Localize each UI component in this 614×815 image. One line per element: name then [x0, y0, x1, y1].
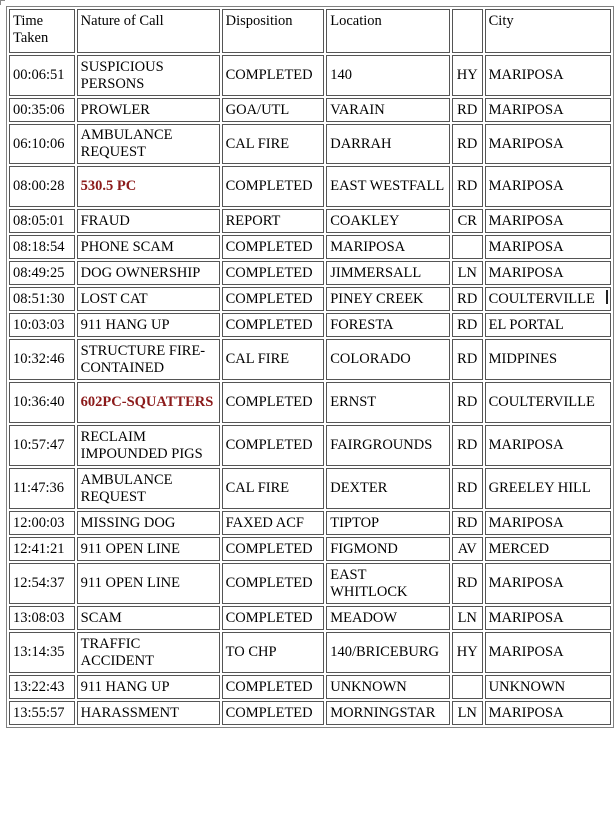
- cell-time: 00:06:51: [9, 55, 75, 96]
- page-corner-mark: [0, 0, 5, 5]
- cell-disposition: CAL FIRE: [222, 468, 325, 509]
- cell-location: 140: [326, 55, 450, 96]
- table-row: [9, 606, 611, 630]
- cell-nature-of-call: FRAUD: [77, 209, 220, 233]
- cell-city: MARIPOSA: [485, 606, 611, 630]
- cell-street-suffix: AV: [452, 537, 483, 561]
- cell-city: MARIPOSA: [485, 511, 611, 535]
- cell-city: COULTERVILLE: [485, 287, 611, 311]
- cell-location: COAKLEY: [326, 209, 450, 233]
- cell-city: MIDPINES: [485, 339, 611, 380]
- cell-street-suffix: RD: [452, 339, 483, 380]
- cell-location: TIPTOP: [326, 511, 450, 535]
- cell-time: 13:14:35: [9, 632, 75, 673]
- cell-city: MARIPOSA: [485, 55, 611, 96]
- cell-disposition: COMPLETED: [222, 606, 325, 630]
- cell-disposition: COMPLETED: [222, 313, 325, 337]
- header-suffix: [452, 9, 483, 53]
- cell-city: UNKNOWN: [485, 675, 611, 699]
- cell-time: 12:41:21: [9, 537, 75, 561]
- cell-street-suffix: HY: [452, 632, 483, 673]
- cell-nature-of-call: HARASSMENT: [77, 701, 220, 725]
- cell-street-suffix: LN: [452, 701, 483, 725]
- cell-city: MARIPOSA: [485, 235, 611, 259]
- cell-location: EAST WHITLOCK: [326, 563, 450, 604]
- cell-nature-of-call: TRAFFIC ACCIDENT: [77, 632, 220, 673]
- cell-disposition: CAL FIRE: [222, 124, 325, 164]
- cell-nature-of-call: PROWLER: [77, 98, 220, 122]
- table-row: [9, 382, 611, 423]
- cell-disposition: COMPLETED: [222, 537, 325, 561]
- table-row: [9, 468, 611, 509]
- cell-disposition: COMPLETED: [222, 235, 325, 259]
- cell-nature-of-call: 530.5 PC: [77, 166, 220, 207]
- cell-nature-of-call: PHONE SCAM: [77, 235, 220, 259]
- cell-nature-of-call: SCAM: [77, 606, 220, 630]
- cell-time: 08:18:54: [9, 235, 75, 259]
- cell-nature-of-call: 911 OPEN LINE: [77, 563, 220, 604]
- table-row: [9, 675, 611, 699]
- cell-street-suffix: HY: [452, 55, 483, 96]
- cell-time: 06:10:06: [9, 124, 75, 164]
- cell-nature-of-call: SUSPICIOUS PERSONS: [77, 55, 220, 96]
- cell-street-suffix: RD: [452, 287, 483, 311]
- table-row: [9, 632, 611, 673]
- cell-city: MARIPOSA: [485, 124, 611, 164]
- cell-street-suffix: RD: [452, 563, 483, 604]
- cell-disposition: COMPLETED: [222, 166, 325, 207]
- cell-nature-of-call: 911 OPEN LINE: [77, 537, 220, 561]
- cell-location: DEXTER: [326, 468, 450, 509]
- cell-nature-of-call: RECLAIM IMPOUNDED PIGS: [77, 425, 220, 466]
- cell-street-suffix: RD: [452, 511, 483, 535]
- cell-location: MORNINGSTAR: [326, 701, 450, 725]
- cell-city: MARIPOSA: [485, 166, 611, 207]
- cell-location: JIMMERSALL: [326, 261, 450, 285]
- cell-time: 08:51:30: [9, 287, 75, 311]
- cell-time: 10:57:47: [9, 425, 75, 466]
- cell-city: MARIPOSA: [485, 563, 611, 604]
- cell-city: MARIPOSA: [485, 209, 611, 233]
- cell-time: 10:36:40: [9, 382, 75, 423]
- table-row: [9, 55, 611, 96]
- cell-street-suffix: LN: [452, 606, 483, 630]
- cell-location: COLORADO: [326, 339, 450, 380]
- cell-time: 10:03:03: [9, 313, 75, 337]
- cell-location: 140/BRICEBURG: [326, 632, 450, 673]
- cell-street-suffix: LN: [452, 261, 483, 285]
- header-disposition: Disposition: [222, 9, 325, 53]
- cell-location: MEADOW: [326, 606, 450, 630]
- cell-time: 10:32:46: [9, 339, 75, 380]
- cell-nature-of-call: 911 HANG UP: [77, 675, 220, 699]
- cell-location: PINEY CREEK: [326, 287, 450, 311]
- table-row: [9, 537, 611, 561]
- cell-nature-of-call: AMBULANCE REQUEST: [77, 124, 220, 164]
- cell-disposition: COMPLETED: [222, 287, 325, 311]
- cell-location: VARAIN: [326, 98, 450, 122]
- cell-street-suffix: RD: [452, 425, 483, 466]
- cell-time: 08:49:25: [9, 261, 75, 285]
- cell-city: MARIPOSA: [485, 425, 611, 466]
- header-nature-of-call: Nature of Call: [77, 9, 220, 53]
- header-city: City: [485, 9, 611, 53]
- table-row: [9, 313, 611, 337]
- cell-city: MARIPOSA: [485, 261, 611, 285]
- table-row: [9, 261, 611, 285]
- cell-location: FIGMOND: [326, 537, 450, 561]
- cell-street-suffix: [452, 675, 483, 699]
- cell-disposition: CAL FIRE: [222, 339, 325, 380]
- cell-city: MARIPOSA: [485, 701, 611, 725]
- cell-time: 13:55:57: [9, 701, 75, 725]
- cell-street-suffix: [452, 235, 483, 259]
- cell-location: FORESTA: [326, 313, 450, 337]
- cell-disposition: REPORT: [222, 209, 325, 233]
- table-row: [9, 701, 611, 725]
- cell-nature-of-call: AMBULANCE REQUEST: [77, 468, 220, 509]
- cell-disposition: COMPLETED: [222, 701, 325, 725]
- cell-time: 13:22:43: [9, 675, 75, 699]
- header-row: [9, 9, 611, 53]
- cell-location: ERNST: [326, 382, 450, 423]
- table-row: [9, 209, 611, 233]
- table-row: [9, 511, 611, 535]
- cell-location: DARRAH: [326, 124, 450, 164]
- cell-city: MARIPOSA: [485, 98, 611, 122]
- call-log-table: [6, 6, 614, 728]
- cell-time: 08:05:01: [9, 209, 75, 233]
- table-row: [9, 124, 611, 164]
- cell-disposition: COMPLETED: [222, 425, 325, 466]
- table-row: [9, 287, 611, 311]
- cell-disposition: COMPLETED: [222, 563, 325, 604]
- cell-location: UNKNOWN: [326, 675, 450, 699]
- cell-disposition: TO CHP: [222, 632, 325, 673]
- cell-street-suffix: RD: [452, 382, 483, 423]
- cell-city: EL PORTAL: [485, 313, 611, 337]
- cell-street-suffix: CR: [452, 209, 483, 233]
- cell-time: 12:00:03: [9, 511, 75, 535]
- scrollbar-mark: [606, 290, 608, 304]
- cell-street-suffix: RD: [452, 124, 483, 164]
- cell-disposition: COMPLETED: [222, 382, 325, 423]
- cell-location: EAST WESTFALL: [326, 166, 450, 207]
- cell-nature-of-call: 911 HANG UP: [77, 313, 220, 337]
- header-time-taken: Time Taken: [9, 9, 75, 53]
- cell-disposition: COMPLETED: [222, 261, 325, 285]
- cell-disposition: FAXED ACF: [222, 511, 325, 535]
- table-row: [9, 339, 611, 380]
- cell-city: MARIPOSA: [485, 632, 611, 673]
- cell-location: MARIPOSA: [326, 235, 450, 259]
- cell-city: COULTERVILLE: [485, 382, 611, 423]
- table-row: [9, 425, 611, 466]
- table-row: [9, 166, 611, 207]
- cell-time: 11:47:36: [9, 468, 75, 509]
- cell-nature-of-call: STRUCTURE FIRE-CONTAINED: [77, 339, 220, 380]
- table-row: [9, 235, 611, 259]
- cell-street-suffix: RD: [452, 166, 483, 207]
- cell-nature-of-call: DOG OWNERSHIP: [77, 261, 220, 285]
- header-location: Location: [326, 9, 450, 53]
- cell-city: MERCED: [485, 537, 611, 561]
- cell-nature-of-call: MISSING DOG: [77, 511, 220, 535]
- table-row: [9, 563, 611, 604]
- table-row: [9, 98, 611, 122]
- cell-disposition: GOA/UTL: [222, 98, 325, 122]
- cell-city: GREELEY HILL: [485, 468, 611, 509]
- cell-time: 13:08:03: [9, 606, 75, 630]
- cell-nature-of-call: LOST CAT: [77, 287, 220, 311]
- cell-street-suffix: RD: [452, 468, 483, 509]
- cell-street-suffix: RD: [452, 98, 483, 122]
- cell-disposition: COMPLETED: [222, 55, 325, 96]
- cell-time: 08:00:28: [9, 166, 75, 207]
- cell-time: 00:35:06: [9, 98, 75, 122]
- cell-nature-of-call: 602PC-SQUATTERS: [77, 382, 220, 423]
- cell-street-suffix: RD: [452, 313, 483, 337]
- cell-location: FAIRGROUNDS: [326, 425, 450, 466]
- cell-disposition: COMPLETED: [222, 675, 325, 699]
- cell-time: 12:54:37: [9, 563, 75, 604]
